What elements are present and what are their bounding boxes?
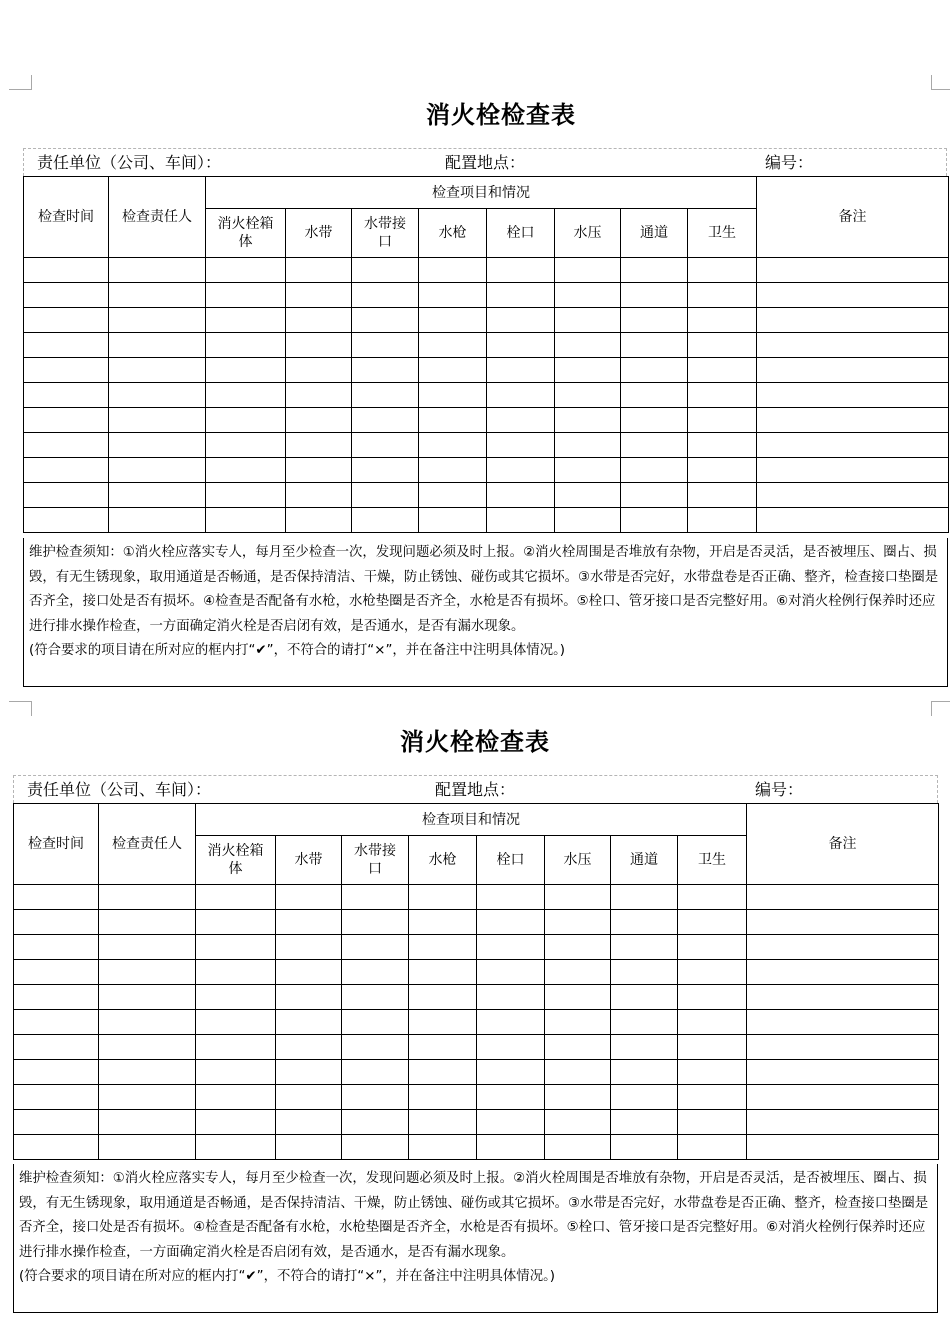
table-cell[interactable] (276, 960, 342, 985)
table-cell[interactable] (342, 1135, 409, 1160)
table-cell[interactable] (342, 1035, 409, 1060)
header-item-nozzle: 水枪 (419, 209, 487, 258)
table-cell[interactable] (477, 960, 545, 985)
table-cell[interactable] (678, 1060, 747, 1085)
table-cell[interactable] (196, 985, 276, 1010)
table-cell[interactable] (678, 960, 747, 985)
table-row (14, 935, 939, 960)
table-row (14, 1085, 939, 1110)
table-cell[interactable] (196, 1060, 276, 1085)
table-cell[interactable] (611, 1060, 678, 1085)
table-row (14, 1035, 939, 1060)
table-cell[interactable] (99, 1010, 196, 1035)
number-label: 编号： (765, 153, 814, 172)
header-item-hygiene: 卫生 (678, 836, 747, 885)
table-cell[interactable] (545, 1135, 611, 1160)
table-cell[interactable] (14, 985, 99, 1010)
table-cell[interactable] (342, 1010, 409, 1035)
table-cell[interactable] (409, 1060, 477, 1085)
table-cell[interactable] (409, 885, 477, 910)
table-cell[interactable] (409, 960, 477, 985)
header-item-hose: 水带 (286, 209, 352, 258)
header-item-pressure: 水压 (555, 209, 621, 258)
table-cell[interactable] (99, 960, 196, 985)
table-cell[interactable] (409, 910, 477, 935)
table-cell[interactable] (14, 1060, 99, 1085)
notes-instruction: (符合要求的项目请在所对应的框内打“✔”，不符合的请打“×”，并在备注中注明具体情况。) (19, 1269, 555, 1284)
table-cell[interactable] (678, 1085, 747, 1110)
table-cell[interactable] (678, 1110, 747, 1135)
table-cell[interactable] (747, 985, 939, 1010)
table-cell[interactable] (196, 910, 276, 935)
table-cell[interactable] (14, 910, 99, 935)
table-cell[interactable] (342, 1060, 409, 1085)
maintenance-notes (13, 1164, 938, 1313)
notes-text: 维护检查须知：①消火栓应落实专人，每月至少检查一次，发现问题必须及时上报。②消火栓周围是否堆放有杂物，开启是否灵活，是否被埋压、圈占、损毁，有无生锈现象，取用通道是否畅通，是否保持清洁、干燥，防止锈蚀、碰伤或其它损坏。③水带是否完好，水带盘卷是否正确、整齐，检查接口垫圈是否齐全，接口处是否有损坏。④检查是否配备有水枪，水枪垫圈是否齐全，水枪是否有损坏。⑤栓口、管牙接口是否完整好用。⑥对消火栓例行保养时还应进行排水操作检查，一方面确定消火栓是否启闭有效，是否通水，是否有漏水现象。 (29, 545, 939, 634)
table-cell[interactable] (409, 1085, 477, 1110)
inspection-table (13, 803, 939, 1160)
header-check-person: 检查责任人 (109, 177, 206, 258)
table-cell[interactable] (342, 960, 409, 985)
table-cell[interactable] (14, 935, 99, 960)
table-cell[interactable] (14, 1035, 99, 1060)
form-title: 消火栓检查表 (400, 727, 550, 756)
table-cell[interactable] (14, 1010, 99, 1035)
table-cell[interactable] (678, 885, 747, 910)
table-cell[interactable] (99, 1085, 196, 1110)
form-title: 消火栓检查表 (426, 100, 576, 129)
table-cell[interactable] (611, 935, 678, 960)
table-cell[interactable] (99, 885, 196, 910)
table-cell[interactable] (409, 985, 477, 1010)
header-item-hygiene: 卫生 (688, 209, 757, 258)
unit-label: 责任单位（公司、车间）： (27, 780, 212, 799)
table-cell[interactable] (545, 935, 611, 960)
table-cell[interactable] (611, 1135, 678, 1160)
table-cell[interactable] (99, 910, 196, 935)
header-item-box: 消火栓箱体 (206, 209, 286, 258)
table-cell[interactable] (611, 1110, 678, 1135)
table-cell[interactable] (611, 1035, 678, 1060)
table-cell[interactable] (545, 960, 611, 985)
table-cell[interactable] (545, 885, 611, 910)
table-row (14, 1135, 939, 1160)
table-cell[interactable] (477, 1035, 545, 1060)
header-remarks: 备注 (747, 804, 939, 885)
table-cell[interactable] (477, 1060, 545, 1085)
notes-instruction: (符合要求的项目请在所对应的框内打“✔”，不符合的请打“×”，并在备注中注明具体情况。) (29, 643, 565, 658)
table-cell[interactable] (196, 1035, 276, 1060)
table-cell[interactable] (14, 885, 99, 910)
header-check-items-group: 检查项目和情况 (206, 177, 757, 209)
header-item-hose-connector: 水带接口 (342, 836, 409, 885)
notes-text: 维护检查须知：①消火栓应落实专人，每月至少检查一次，发现问题必须及时上报。②消火栓周围是否堆放有杂物，开启是否灵活，是否被埋压、圈占、损毁，有无生锈现象，取用通道是否畅通，是否保持清洁、干燥，防止锈蚀、碰伤或其它损坏。③水带是否完好，水带盘卷是否正确、整齐，检查接口垫圈是否齐全，接口处是否有损坏。④检查是否配备有水枪，水枪垫圈是否齐全，水枪是否有损坏。⑤栓口、管牙接口是否完整好用。⑥对消火栓例行保养时还应进行排水操作检查，一方面确定消火栓是否启闭有效，是否通水，是否有漏水现象。 (19, 1171, 929, 1260)
header-item-outlet: 栓口 (487, 209, 555, 258)
table-cell[interactable] (276, 1010, 342, 1035)
table-cell[interactable] (477, 1110, 545, 1135)
header-item-nozzle: 水枪 (409, 836, 477, 885)
table-cell[interactable] (276, 910, 342, 935)
header-item-outlet: 栓口 (477, 836, 545, 885)
table-cell[interactable] (545, 1085, 611, 1110)
table-cell[interactable] (14, 1110, 99, 1135)
unit-label: 责任单位（公司、车间）： (37, 153, 222, 172)
table-cell[interactable] (678, 985, 747, 1010)
table-cell[interactable] (99, 1035, 196, 1060)
header-check-items-group: 检查项目和情况 (196, 804, 747, 836)
table-cell[interactable] (14, 960, 99, 985)
table-cell[interactable] (477, 935, 545, 960)
table-cell[interactable] (276, 985, 342, 1010)
table-cell[interactable] (747, 1010, 939, 1035)
table-cell[interactable] (409, 935, 477, 960)
table-cell[interactable] (99, 1135, 196, 1160)
table-cell[interactable] (14, 1085, 99, 1110)
table-cell[interactable] (678, 1035, 747, 1060)
table-row (14, 885, 939, 910)
table-cell[interactable] (342, 885, 409, 910)
table-cell[interactable] (678, 935, 747, 960)
table-cell[interactable] (545, 1060, 611, 1085)
table-cell[interactable] (545, 1010, 611, 1035)
header-item-access: 通道 (611, 836, 678, 885)
location-label: 配置地点： (445, 153, 526, 172)
table-cell[interactable] (477, 1010, 545, 1035)
header-check-person: 检查责任人 (99, 804, 196, 885)
table-cell[interactable] (342, 1085, 409, 1110)
table-cell[interactable] (342, 985, 409, 1010)
location-label: 配置地点： (435, 780, 516, 799)
header-item-hose-connector: 水带接口 (352, 209, 419, 258)
table-cell[interactable] (747, 885, 939, 910)
table-cell[interactable] (477, 985, 545, 1010)
table-cell[interactable] (545, 985, 611, 1010)
table-cell[interactable] (276, 1135, 342, 1160)
table-cell[interactable] (545, 1110, 611, 1135)
table-cell[interactable] (14, 1135, 99, 1160)
table-cell[interactable] (342, 910, 409, 935)
table-cell[interactable] (611, 1010, 678, 1035)
table-cell[interactable] (611, 910, 678, 935)
table-cell[interactable] (678, 1135, 747, 1160)
table-cell[interactable] (276, 1110, 342, 1135)
table-cell[interactable] (545, 910, 611, 935)
table-cell[interactable] (409, 1035, 477, 1060)
table-cell[interactable] (196, 1135, 276, 1160)
table-cell[interactable] (276, 885, 342, 910)
table-cell[interactable] (409, 1135, 477, 1160)
table-row (14, 985, 939, 1010)
table-cell[interactable] (196, 1110, 276, 1135)
table-cell[interactable] (477, 1135, 545, 1160)
table-cell[interactable] (611, 960, 678, 985)
table-cell[interactable] (99, 1060, 196, 1085)
header-item-access: 通道 (621, 209, 688, 258)
table-row (14, 960, 939, 985)
table-cell[interactable] (276, 1035, 342, 1060)
table-cell[interactable] (99, 1110, 196, 1135)
table-cell[interactable] (342, 1110, 409, 1135)
table-cell[interactable] (611, 985, 678, 1010)
table-cell[interactable] (276, 935, 342, 960)
header-check-time: 检查时间 (14, 804, 99, 885)
table-cell[interactable] (196, 1085, 276, 1110)
table-cell[interactable] (196, 1010, 276, 1035)
header-remarks: 备注 (757, 177, 949, 258)
header-item-hose: 水带 (276, 836, 342, 885)
table-cell[interactable] (747, 910, 939, 935)
table-cell[interactable] (342, 935, 409, 960)
form-info-bar (13, 775, 938, 803)
table-cell[interactable] (276, 1085, 342, 1110)
table-cell[interactable] (747, 1085, 939, 1110)
table-row (14, 1060, 939, 1085)
table-cell[interactable] (477, 910, 545, 935)
table-cell[interactable] (747, 1110, 939, 1135)
table-row (14, 1110, 939, 1135)
table-row (14, 1010, 939, 1035)
table-cell[interactable] (747, 1135, 939, 1160)
table-cell[interactable] (99, 935, 196, 960)
table-cell[interactable] (196, 960, 276, 985)
header-check-time: 检查时间 (24, 177, 109, 258)
table-cell[interactable] (545, 1035, 611, 1060)
table-cell[interactable] (611, 1085, 678, 1110)
number-label: 编号： (755, 780, 804, 799)
header-item-pressure: 水压 (545, 836, 611, 885)
table-cell[interactable] (196, 935, 276, 960)
table-cell[interactable] (409, 1010, 477, 1035)
table-cell[interactable] (99, 985, 196, 1010)
table-cell[interactable] (747, 1060, 939, 1085)
table-cell[interactable] (747, 960, 939, 985)
table-cell[interactable] (477, 885, 545, 910)
table-cell[interactable] (196, 885, 276, 910)
table-cell[interactable] (611, 885, 678, 910)
table-row (14, 910, 939, 935)
header-item-box: 消火栓箱体 (196, 836, 276, 885)
table-cell[interactable] (477, 1085, 545, 1110)
table-cell[interactable] (276, 1060, 342, 1085)
table-cell[interactable] (747, 935, 939, 960)
table-cell[interactable] (678, 1010, 747, 1035)
table-cell[interactable] (409, 1110, 477, 1135)
table-cell[interactable] (747, 1035, 939, 1060)
table-cell[interactable] (678, 910, 747, 935)
